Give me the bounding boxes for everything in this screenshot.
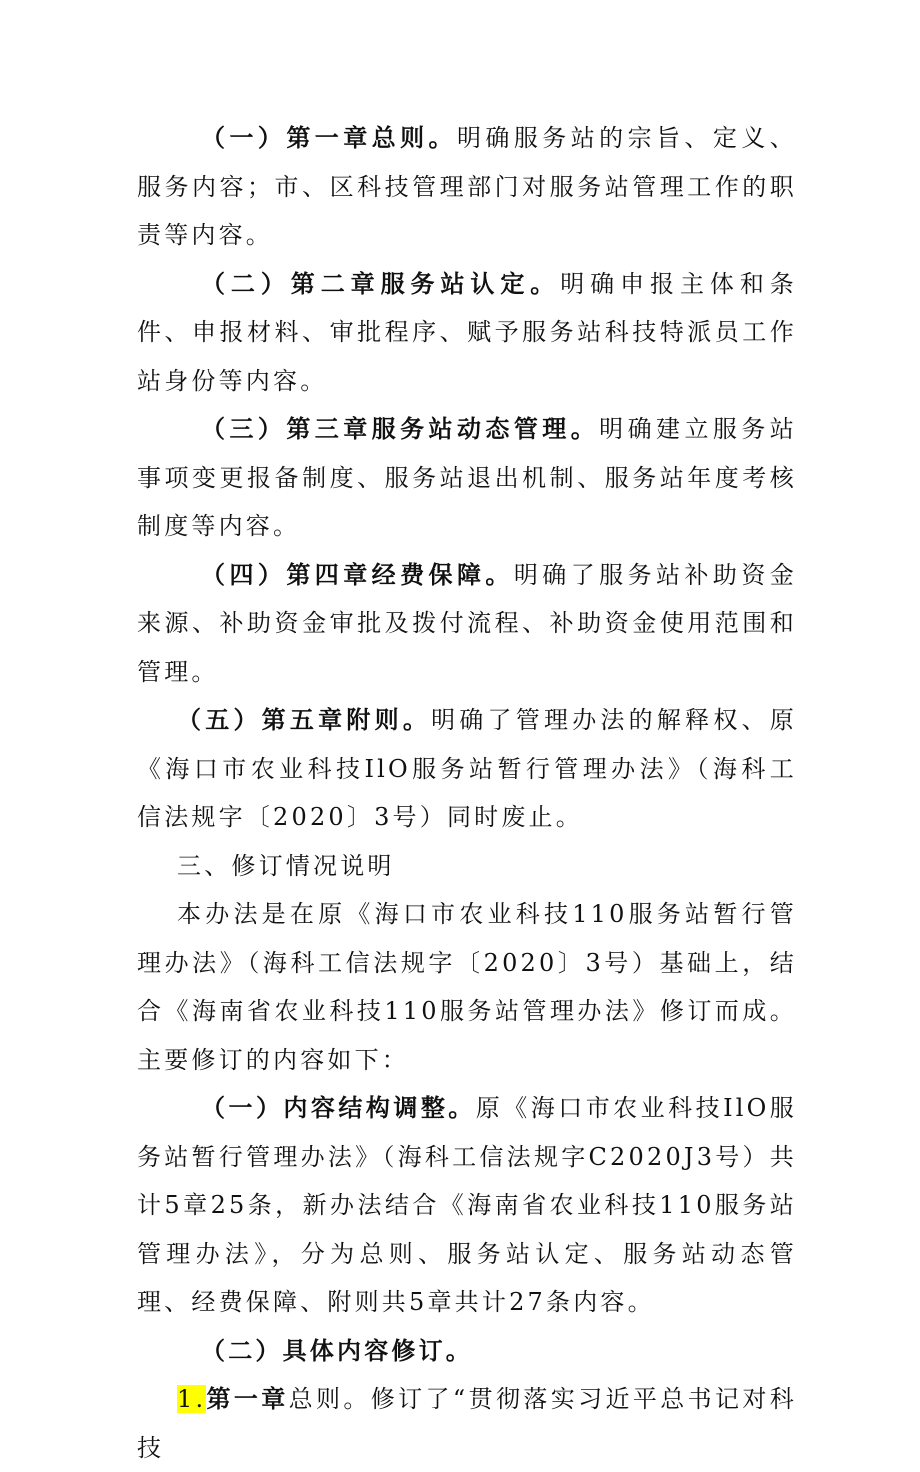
chapter-5-text: 明确了管理办法的解释权、原《海口市农业科技IlO服务站暂行管理办法》（海科工信法规字〔2020〕3号）同时废止。 (137, 706, 797, 831)
item-number-highlight: 1. (177, 1385, 207, 1413)
paragraph-chapter-3 (137, 405, 797, 551)
paragraph-chapter-5 (137, 696, 797, 842)
chapter-2-text: 明确申报主体和条件、申报材料、审批程序、赋予服务站科技特派员工作站身份等内容。 (137, 269, 797, 395)
chapter-5-title: （五）第五章附则。 (177, 705, 432, 734)
chapter-3-title: （三）第三章服务站动态管理。 (201, 414, 600, 443)
revision-item-content (137, 1327, 797, 1376)
chapter-1-revision (137, 1375, 797, 1472)
chapter-2-title: （二）第二章服务站认定。 (201, 268, 561, 298)
paragraph-chapter-2 (137, 260, 797, 406)
chapter-1-title: （一）第一章总则。 (201, 123, 457, 152)
chapter-3-text: 明确建立服务站事项变更报备制度、服务站退出机制、服务站年度考核制度等内容。 (137, 415, 797, 540)
paragraph-chapter-4 (137, 551, 797, 697)
revision-intro: 本办法是在原《海口市农业科技110服务站暂行管理办法》（海科工信法规字〔2020〕3号）基础上，结合《海南省农业科技110服务站管理办法》修订而成。主要修订的内容如下： (137, 900, 797, 1074)
revision-item-1-title: （一）内容结构调整。 (201, 1093, 476, 1122)
chapter-4-title: （四）第四章经费保障。 (201, 559, 514, 589)
paragraph-chapter-1 (137, 114, 797, 260)
document-page (137, 114, 797, 1472)
section-heading: 三、修订情况说明 (177, 851, 395, 880)
item-chapter-label: 第一章 (206, 1384, 289, 1413)
chapter-1-text: 明确服务站的宗旨、定义、服务内容；市、区科技管理部门对服务站管理工作的职责等内容。 (137, 124, 797, 249)
item-text: 总则。修订了“贯彻落实习近平总书记对科技 (137, 1385, 797, 1462)
revision-item-structure (137, 1084, 797, 1327)
revision-item-1-text: 原《海口市农业科技IlO服务站暂行管理办法》（海科工信法规字C2020J3号）共计5章25条，新办法结合《海南省农业科技110服务站管理办法》，分为总则、服务站认定、服务站动态管理、经费保障、附则共5章共计27条内容。 (137, 1094, 797, 1316)
revision-item-2-title: （二）具体内容修订。 (201, 1335, 473, 1365)
chapter-4-text: 明确了服务站补助资金来源、补助资金审批及拨付流程、补助资金使用范围和管理。 (137, 560, 798, 686)
